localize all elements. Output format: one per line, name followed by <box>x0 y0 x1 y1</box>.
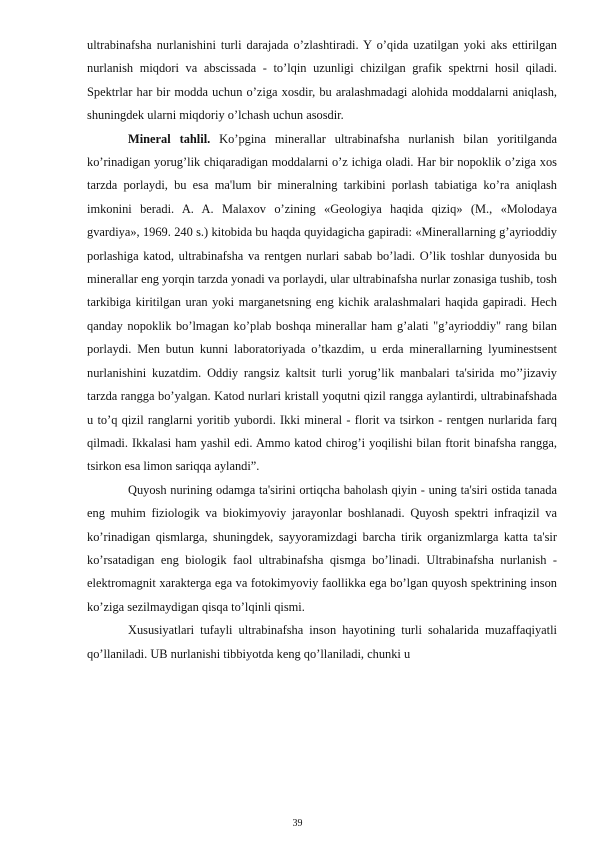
page-number: 39 <box>292 818 303 829</box>
paragraph-uv-applications <box>87 619 557 666</box>
document-page <box>87 34 557 666</box>
paragraph-text: Quyosh nurining odamga ta'sirini ortiqcha baholash qiyin - uning ta'siri ostida tanada eng muhim fiziologik va biokimyoviy jarayonlar boshlanadi. Quyosh spektri infraqizil va ko’rinadigan qismlarga, shuningdek, sayyoramizdagi barcha tirik organizmlarga katta ta'sir ko’rsatadigan eng biologik faol ultrabinafsha qismga bo’linadi. Ultrabinafsha nurlanish - elektromagnit xarakterga ega va fotokimyoviy faollikka ega bo’lgan quyosh spektrining inson ko’ziga sezilmaydigan qisqa to’lqinli qismi. <box>87 482 557 614</box>
paragraph-text: Ko’pgina minerallar ultrabinafsha nurlanish bilan yoritilganda ko’rinadigan yorug’lik chiqaradigan moddalarni o’z ichiga oladi. Har bir nopoklik o’ziga xos tarzda porlaydi, bu esa ma'lum bir mineralning tarkibini porlash tabiatiga ko’ra aniqlash imkonini beradi. A. A. Malaxov o’zining «Geologiya haqida qiziq» (M., «Molodaya gvardiya», 1969. 240 s.) kitobida bu haqda quyidagicha gapiradi: «Minerallarning g’ayrioddiy porlashiga katod, ultrabinafsha va rentgen nurlari sabab bo’ladi. O’lik toshlar dunyosida bu minerallar eng yorqin tarzda yonadi va porlaydi, ular ultrabinafsha nurlar zonasiga tushib, tosh tarkibiga kiritilgan uran yoki marganetsning eng kichik aralashmalari haqida gapiradi. Hech qanday nopoklik bo’lmagan ko’plab boshqa minerallar ham g’alati "g’ayrioddiy" rang bilan porlaydi. Men butun kunni laboratoriyada o’tkazdim, u erda minerallarning lyuminestsent nurlanishini kuzatdim. Oddiy rangsiz kaltsit turli yorug’lik manbalari ta'sirida mo’’jizaviy tarzda rangga bo’yalgan. Katod nurlari kristall yoqutni qizil rangga aylantirdi, ultrabinafshada u to’q qizil ranglarni yoritib yubordi. Ikki mineral - florit va tsirkon - rentgen nurlarida farq qilmadi. Ikkalasi ham yashil edi. Ammo katod chirog’i yoqilishi bilan ftorit binafsha rangga, tsirkon esa limon sariqqa aylandi”. <box>87 131 557 474</box>
paragraph-sunlight-effect <box>87 479 557 619</box>
paragraph-uv-spectrum <box>87 34 557 128</box>
section-heading-mineral-analysis: Mineral tahlil. <box>128 131 211 146</box>
paragraph-mineral-analysis <box>87 128 557 479</box>
paragraph-text: Xususiyatlari tufayli ultrabinafsha inson hayotining turli sohalarida muzaffaqiyatli qo’llaniladi. UB nurlanishi tibbiyotda keng qo’llaniladi, chunki u <box>87 623 557 661</box>
paragraph-text: ultrabinafsha nurlanishini turli darajada o’zlashtiradi. Y o’qida uzatilgan yoki aks ettirilgan nurlanish miqdori va abscissada - to’lqin uzunligi chizilgan grafik spektrni hosil qiladi. Spektrlar har bir modda uchun o’ziga xosdir, bu aralashmadagi alohida moddalarni aniqlash, shuningdek ularni miqdoriy o’lchash uchun asosdir. <box>87 38 557 123</box>
